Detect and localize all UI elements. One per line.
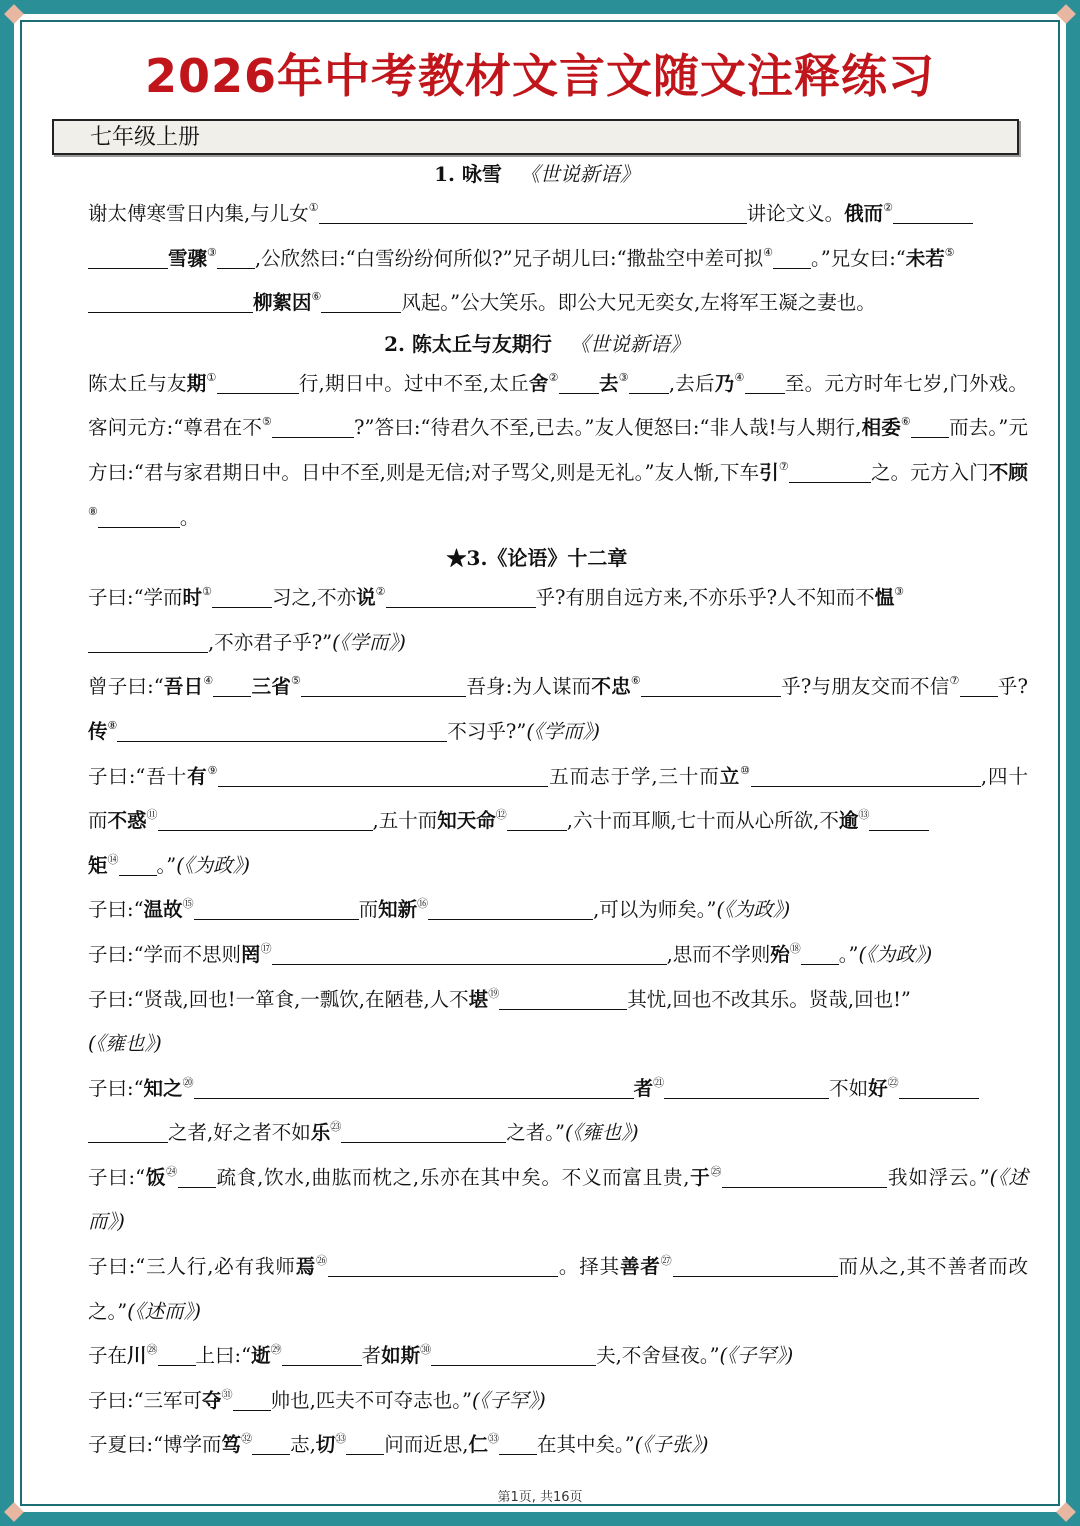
- answer-blank[interactable]: [789, 462, 871, 483]
- answer-blank[interactable]: [960, 676, 998, 697]
- paragraph-shuer-1: 子曰:“饭$^㉔$ 疏食,饮水,曲肱而枕之,乐亦在其中矣。不义而富且贵,于$^㉕$ 我如浮云。”(《述而》): [88, 1164, 1028, 1234]
- answer-blank[interactable]: [272, 944, 667, 965]
- paragraph-chentaiqiu: 陈太丘与友期① 行,期日中。过中不至,太丘舍② 去③ ,去后乃④ 至。元方时年七岁,门外戏。客问元方:“尊君在不⑤ ?”答曰:“待君久不至,已去。”友人便怒曰:“非人哉!与人期行,相委⑥ 而去。”元方曰:“君与家君期日中。日中不至,则是无信;对子骂父,则是无礼。”友人惭,下车引⑦ 之。元方入门不顾⑧ 。: [88, 370, 1028, 529]
- answer-blank[interactable]: [773, 248, 811, 269]
- answer-blank[interactable]: [751, 766, 981, 787]
- answer-blank[interactable]: [869, 810, 929, 831]
- answer-blank[interactable]: [217, 248, 255, 269]
- page-footer: 第1页, 共16页: [497, 1490, 583, 1505]
- answer-blank[interactable]: [88, 248, 168, 269]
- answer-blank[interactable]: [328, 1256, 558, 1277]
- answer-blank[interactable]: [664, 1078, 829, 1099]
- answer-blank[interactable]: [178, 1167, 216, 1188]
- answer-blank[interactable]: [801, 944, 839, 965]
- answer-blank[interactable]: [507, 810, 567, 831]
- answer-blank[interactable]: [899, 1078, 979, 1099]
- answer-blank[interactable]: [233, 1390, 271, 1411]
- answer-blank[interactable]: [98, 507, 180, 528]
- paragraph-weizheng-1: 子曰:“吾十有⑨ 五而志于学,三十而立⑩ ,四十而不惑⑪ ,五十而知天命⑫ ,六十而耳顺,七十而从心所欲,不逾⑬ 矩⑭ 。”(《为政》): [88, 763, 1028, 877]
- answer-blank[interactable]: [722, 1167, 887, 1188]
- answer-blank[interactable]: [158, 810, 373, 831]
- paragraph-xueer-1: 子曰:“学而时① 习之,不亦说② 乎?有朋自远方来,不亦乐乎?人不知而不愠③ ,不亦君子乎?”(《学而》): [88, 585, 905, 654]
- answer-blank[interactable]: [341, 1122, 506, 1143]
- answer-blank[interactable]: [499, 1434, 537, 1455]
- section-source: 《世说新语》: [569, 331, 690, 356]
- answer-blank[interactable]: [194, 1078, 634, 1099]
- section-title: 2. 陈太丘与友期行: [384, 331, 552, 356]
- answer-blank[interactable]: [911, 417, 949, 438]
- answer-blank[interactable]: [893, 203, 973, 224]
- worksheet-content: [46, 156, 1028, 1468]
- answer-blank[interactable]: [321, 292, 401, 313]
- answer-blank[interactable]: [499, 989, 627, 1010]
- paragraph-zihan-1: 子在川$^㉘$ 上曰:“逝$^㉙$ 者如斯$^㉚$ 夫,不舍昼夜。”(《子罕》): [88, 1343, 794, 1368]
- answer-blank[interactable]: [282, 1345, 362, 1366]
- paragraph-shuer-2: 子曰:“三人行,必有我师焉$^㉖$ 。择其善者$^㉗$ 而从之,其不善者而改之。”(《述而》): [88, 1254, 1028, 1323]
- answer-blank[interactable]: [673, 1256, 838, 1277]
- answer-blank[interactable]: [319, 203, 747, 224]
- answer-blank[interactable]: [88, 292, 253, 313]
- answer-blank[interactable]: [119, 855, 157, 876]
- answer-blank[interactable]: [88, 632, 208, 653]
- answer-blank[interactable]: [428, 899, 593, 920]
- answer-blank[interactable]: [218, 766, 548, 787]
- paragraph-weizheng-3: 子曰:“学而不思则罔⑰ ,思而不学则殆⑱ 。”(《为政》): [88, 941, 933, 966]
- answer-blank[interactable]: [212, 587, 272, 608]
- paragraph-zihan-2: 子曰:“三军可夺$^㉛$ 帅也,匹夫不可夺志也。”(《子罕》): [88, 1387, 546, 1412]
- answer-blank[interactable]: [745, 373, 785, 394]
- section-source: 《世说新语》: [519, 162, 640, 186]
- answer-blank[interactable]: [194, 899, 359, 920]
- answer-blank[interactable]: [158, 1345, 196, 1366]
- paragraph-zizhang: 子夏曰:“博学而笃$^㉜$ 志,切$^㉝$ 问而近思,仁$^㉝$ 在其中矣。”(《子张》): [88, 1432, 709, 1457]
- paragraph-yongxue: 谢太傅寒雪日内集,与儿女① 讲论文义。俄而② 雪骤③ ,公欣然曰:“白雪纷纷何所似?”兄子胡儿曰:“撒盐空中差可拟④ 。”兄女曰:“未若⑤ 柳絮因⑥ 风起。”公大笑乐。即公大兄无奕女,左将军王凝之妻也。: [46, 192, 1028, 326]
- paragraph-yongye-1: 子曰:“贤哉,回也!一箪食,一瓢饮,在陋巷,人不堪⑲ 其忧,回也不改其乐。贤哉,回也!” (《雍也》): [88, 986, 911, 1056]
- answer-blank[interactable]: [117, 721, 447, 742]
- paragraph-xueer-2: 曾子曰:“吾日④ 三省⑤ 吾身:为人谋而不忠⑥ 乎?与朋友交而不信⑦ 乎?传⑧ 不习乎?”(《学而》): [88, 674, 1028, 743]
- answer-blank[interactable]: [641, 676, 781, 697]
- answer-blank[interactable]: [629, 373, 669, 394]
- section-heading-1: [46, 156, 1028, 192]
- page-title: 2026年中考教材文言文随文注释练习: [144, 49, 936, 103]
- answer-blank[interactable]: [217, 373, 299, 394]
- paragraph-yongye-2: 子曰:“知之⑳ 者$^㉑$ 不如好$^㉒$ 之者,好之者不如乐$^㉓$ 之者。”(《雍也》): [46, 1067, 1028, 1156]
- paragraph-weizheng-2: 子曰:“温故⑮ 而知新⑯ ,可以为师矣。”(《为政》): [88, 897, 791, 922]
- section-heading-3: ★3.《论语》十二章: [446, 546, 628, 571]
- answer-blank[interactable]: [346, 1434, 384, 1455]
- answer-blank[interactable]: [213, 676, 251, 697]
- section-title: 1. 咏雪: [434, 162, 502, 186]
- section-heading-2: [46, 326, 1028, 362]
- answer-blank[interactable]: [301, 676, 466, 697]
- grade-banner: 七年级上册: [52, 119, 1019, 155]
- answer-blank[interactable]: [386, 587, 536, 608]
- answer-blank[interactable]: [559, 373, 599, 394]
- answer-blank[interactable]: [272, 417, 354, 438]
- answer-blank[interactable]: [252, 1434, 290, 1455]
- answer-blank[interactable]: [431, 1345, 596, 1366]
- answer-blank[interactable]: [88, 1122, 168, 1143]
